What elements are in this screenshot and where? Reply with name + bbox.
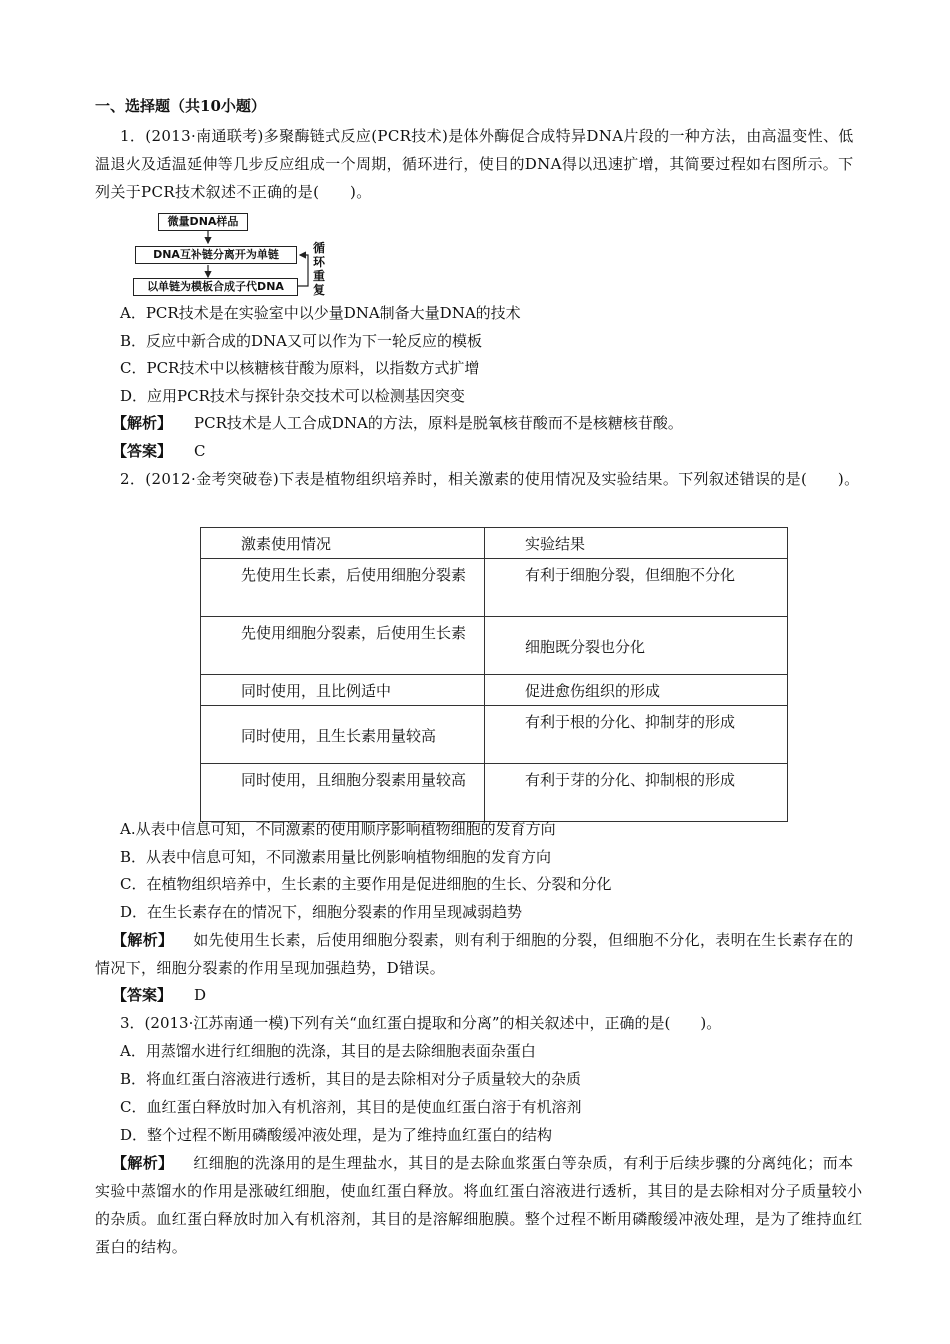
analysis-text: 红细胞的洗涤用的是生理盐水，其目的是去除血浆蛋白等杂质，有利于后续步骤的分离纯化；而本实验中蒸馏水的作用是涨破红细胞，使血红蛋白释放。将血红蛋白溶液进行透析，其目的是去除相对分子质量较小的杂质。血红蛋白释放时加入有机溶剂，其目的是溶解细胞膜。整个过程不断用磷酸缓冲液处理，是为了维持血红蛋白的结构。 xyxy=(95,1154,863,1256)
q3-option-c: C．血红蛋白释放时加入有机溶剂，其目的是使血红蛋白溶于有机溶剂 xyxy=(120,1098,582,1116)
q1-option-b: B．反应中新合成的DNA又可以作为下一轮反应的模板 xyxy=(120,332,483,350)
q3-stem: 3．(2013·江苏南通一模)下列有关“血红蛋白提取和分离”的相关叙述中，正确的是( )。 xyxy=(120,1014,722,1032)
table-cell: 有利于根的分化、抑制芽的形成 xyxy=(485,706,788,764)
answer-value: D xyxy=(194,986,207,1004)
q2-option-a: A.从表中信息可知，不同激素的使用顺序影响植物细胞的发育方向 xyxy=(120,820,556,838)
flow-box-denature: DNA互补链分离开为单链 xyxy=(135,246,297,264)
q2-option-c: C．在植物组织培养中，生长素的主要作用是促进细胞的生长、分裂和分化 xyxy=(120,875,612,893)
q1-option-c: C．PCR技术中以核糖核苷酸为原料，以指数方式扩增 xyxy=(120,359,480,377)
q3-option-b: B．将血红蛋白溶液进行透析，其目的是去除相对分子质量较大的杂质 xyxy=(120,1070,582,1088)
table-row xyxy=(201,617,788,675)
table-row xyxy=(201,706,788,764)
table-cell: 有利于细胞分裂，但细胞不分化 xyxy=(485,559,788,617)
table-cell: 同时使用，且比例适中 xyxy=(201,675,485,706)
section-title: 一、选择题（共10小题） xyxy=(95,97,266,115)
q2-option-d: D．在生长素存在的情况下，细胞分裂素的作用呈现减弱趋势 xyxy=(120,903,523,921)
q1-analysis xyxy=(112,409,683,437)
pcr-flowchart xyxy=(130,213,330,303)
hormone-table xyxy=(200,527,788,822)
table-cell: 同时使用，且生长素用量较高 xyxy=(201,706,485,764)
table-row xyxy=(201,764,788,822)
answer-value: C xyxy=(194,442,206,460)
q3-option-d: D．整个过程不断用磷酸缓冲液处理，是为了维持血红蛋白的结构 xyxy=(120,1126,553,1144)
q3-option-a: A．用蒸馏水进行红细胞的洗涤，其目的是去除细胞表面杂蛋白 xyxy=(120,1042,536,1060)
flow-box-synthesis: 以单链为模板合成子代DNA xyxy=(133,278,298,296)
q2-stem: 2．(2012·金考突破卷)下表是植物组织培养时，相关激素的使用情况及实验结果。下列叙述错误的是( )。 xyxy=(120,470,860,488)
table-cell: 同时使用，且细胞分裂素用量较高 xyxy=(201,764,485,822)
analysis-tag: 【解析】 xyxy=(112,1154,174,1172)
analysis-tag: 【解析】 xyxy=(112,414,173,432)
table-cell: 有利于芽的分化、抑制根的形成 xyxy=(485,764,788,822)
table-cell: 先使用细胞分裂素，后使用生长素 xyxy=(201,617,485,675)
q2-answer xyxy=(112,981,206,1009)
q1-option-d: D．应用PCR技术与探针杂交技术可以检测基因突变 xyxy=(120,387,465,405)
q1-answer xyxy=(112,437,206,465)
q2-analysis xyxy=(95,926,865,982)
table-cell: 先使用生长素，后使用细胞分裂素 xyxy=(201,559,485,617)
table-row xyxy=(201,675,788,706)
q3-analysis xyxy=(95,1149,865,1261)
analysis-text: 如先使用生长素，后使用细胞分裂素，则有利于细胞的分裂，但细胞不分化，表明在生长素存在的情况下，细胞分裂素的作用呈现加强趋势，D错误。 xyxy=(95,931,854,977)
table-cell: 促进愈伤组织的形成 xyxy=(485,675,788,706)
answer-tag: 【答案】 xyxy=(112,986,173,1004)
q1-stem: 1．(2013·南通联考)多聚酶链式反应(PCR技术)是体外酶促合成特异DNA片段的一种方法，由高温变性、低温退火及适温延伸等几步反应组成一个周期，循环进行，使目的DNA得以迅速扩增，其简要过程如右图所示。下列关于PCR技术叙述不正确的是( )。 xyxy=(95,127,854,201)
q2-option-b: B．从表中信息可知，不同激素用量比例影响植物细胞的发育方向 xyxy=(120,848,552,866)
table-row xyxy=(201,559,788,617)
flow-loop-label: 循 环 重 复 xyxy=(313,241,326,297)
analysis-text: PCR技术是人工合成DNA的方法，原料是脱氧核苷酸而不是核糖核苷酸。 xyxy=(194,414,683,432)
analysis-tag: 【解析】 xyxy=(112,931,174,949)
flow-box-sample: 微量DNA样品 xyxy=(158,213,248,231)
table-header-row xyxy=(201,528,788,559)
answer-tag: 【答案】 xyxy=(112,442,173,460)
q1-option-a: A．PCR技术是在实验室中以少量DNA制备大量DNA的技术 xyxy=(120,304,521,322)
table-header: 实验结果 xyxy=(485,528,788,559)
table-cell: 细胞既分裂也分化 xyxy=(485,617,788,675)
table-header: 激素使用情况 xyxy=(201,528,485,559)
